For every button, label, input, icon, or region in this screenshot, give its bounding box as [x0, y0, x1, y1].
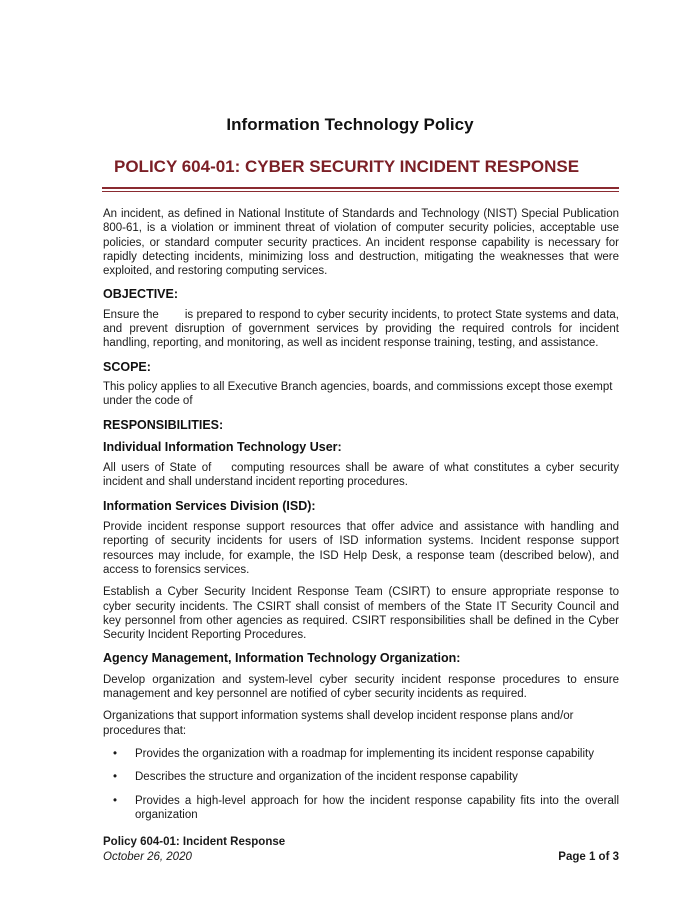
- agency-paragraph-2: Organizations that support information systems shall develop incident response plans and/or procedures that:: [103, 710, 574, 737]
- footer-policy-name: Policy 604-01: Incident Response: [103, 836, 286, 848]
- scope-heading: SCOPE:: [103, 359, 151, 374]
- document-title: Information Technology Policy: [226, 115, 474, 134]
- agency-heading: Agency Management, Information Technology Organization:: [103, 651, 461, 666]
- user-heading: Individual Information Technology User:: [103, 439, 342, 454]
- objective-text-rest: is prepared to respond to cyber security incidents, to protect State systems and data, and prevent disruption of government services by providing the required controls for incident handling, reporting, and monitoring, as well as incident response training, testing, and assistance.: [103, 308, 619, 350]
- user-text-rest: computing resources shall be aware of what constitutes a cyber security incident and shall understand incident reporting procedures.: [103, 462, 619, 489]
- user-paragraph: [103, 461, 619, 490]
- scope-paragraph: This policy applies to all Executive Branch agencies, boards, and commissions except those exempt under the code of: [103, 380, 613, 408]
- list-item: • Provides a high-level approach for how the incident response capability fits into the overall organization: [113, 794, 619, 821]
- policy-title: POLICY 604-01: CYBER SECURITY INCIDENT RESPONSE: [114, 157, 580, 176]
- list-item: • Provides the organization with a roadmap for implementing its incident response capability: [113, 747, 594, 760]
- user-text-start: All users of State of: [103, 462, 212, 475]
- objective-text-start: Ensure the: [103, 308, 159, 321]
- bullet-icon: •: [113, 747, 118, 760]
- objective-heading: OBJECTIVE:: [103, 287, 179, 302]
- page-number: Page 1 of 3: [558, 851, 619, 863]
- title-rule-thin: [102, 191, 619, 192]
- isd-heading: Information Services Division (ISD):: [103, 498, 316, 513]
- policy-body: [103, 207, 619, 831]
- bullet-icon: •: [113, 771, 118, 784]
- title-rule-thick: [102, 187, 619, 189]
- plan-requirements-list: [103, 747, 619, 822]
- agency-paragraph-1: Develop organization and system-level cyber security incident response procedures to ensure management and key personnel are notified of cyber security incidents as required.: [103, 673, 619, 701]
- bullet-icon: •: [113, 794, 118, 807]
- list-item: • Describes the structure and organization of the incident response capability: [113, 771, 518, 784]
- isd-paragraph-1: Provide incident response support resources that offer advice and assistance with handling and reporting of security incidents for users of ISD information systems. Incident response support resources may include, for example, the ISD Help Desk, a response team (described below), and access to forensics services.: [103, 521, 619, 576]
- isd-paragraph-2: Establish a Cyber Security Incident Response Team (CSIRT) to ensure appropriate response to cyber security incidents. The CSIRT shall consist of members of the State IT Security Council and key personnel from other agencies as required. CSIRT responsibilities shall be defined in the Cyber Security Incident Reporting Procedures.: [103, 586, 619, 642]
- objective-paragraph: [103, 308, 619, 351]
- footer-date: October 26, 2020: [103, 851, 192, 863]
- intro-paragraph: An incident, as defined in National Institute of Standards and Technology (NIST) Special Publication 800-61, is a violation or imminent threat of violation of computer security policies, acceptable use policies, or standard computer security practices. An incident response capability is necessary for rapidly detecting incidents, minimizing loss and destruction, mitigating the weaknesses that were exploited, and restoring computing services.: [103, 208, 619, 278]
- responsibilities-heading: RESPONSIBILITIES:: [103, 417, 224, 432]
- page-footer: [103, 835, 619, 865]
